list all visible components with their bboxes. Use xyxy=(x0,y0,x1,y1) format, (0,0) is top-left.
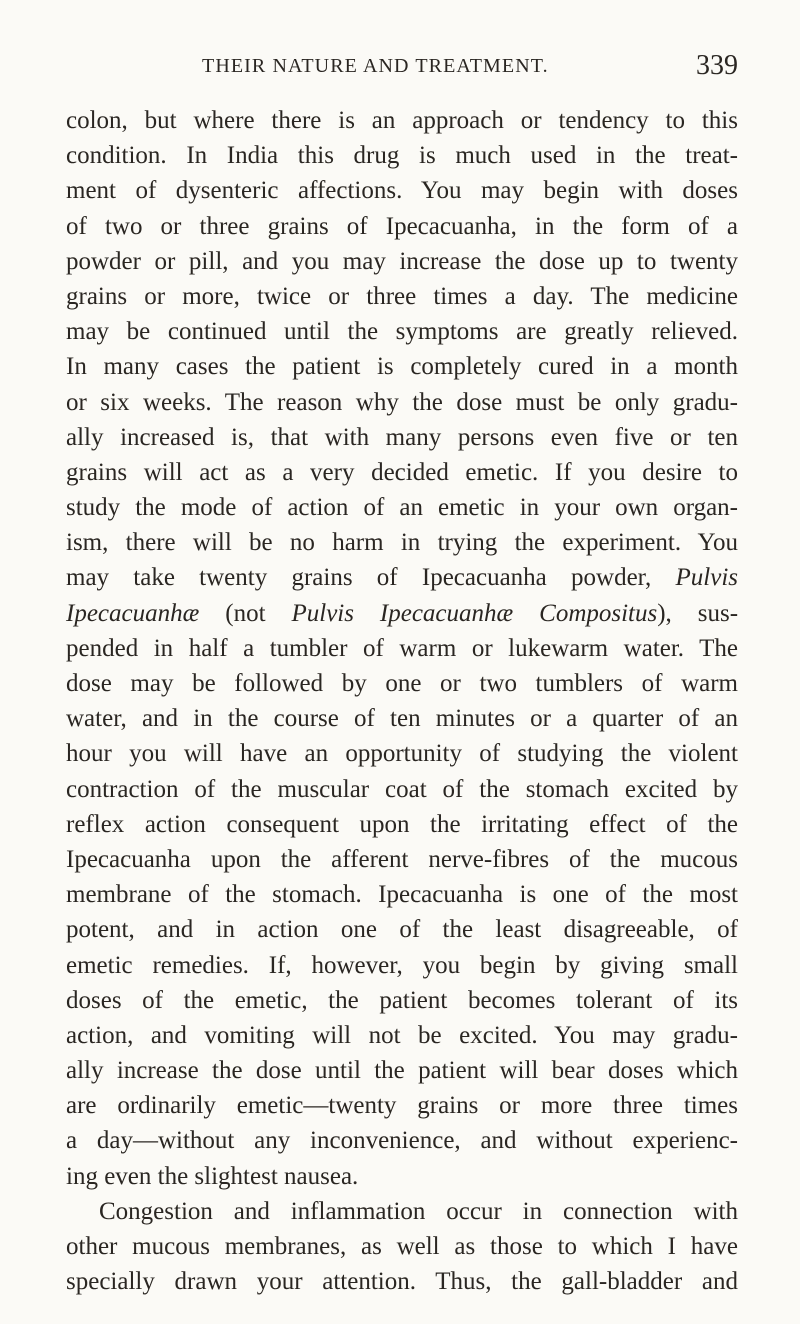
text-line: are ordinarily emetic—twenty grains or more three times xyxy=(66,1092,738,1120)
paragraph-start-line: Congestion and inflammation occur in connection with xyxy=(99,1197,738,1225)
text-line: condition. In India this drug is much used in the treat- xyxy=(66,142,738,170)
text-line: grains will act as a very decided emetic. If you desire to xyxy=(66,458,738,486)
text-line: a day—without any inconvenience, and without experienc- xyxy=(66,1127,738,1155)
text-segment: ), sus- xyxy=(657,599,739,627)
text-line: colon, but where there is an approach or tendency to this xyxy=(66,107,738,134)
text-line: doses of the emetic, the patient becomes tolerant of its xyxy=(66,986,738,1014)
running-head: THEIR NATURE AND TREATMENT. xyxy=(202,55,549,77)
text-line: grains or more, twice or three times a day. The medicine xyxy=(66,282,738,310)
text-line: water, and in the course of ten minutes or a quarter of an xyxy=(66,705,738,733)
text-line: Ipecacuanha upon the afferent nerve-fibres of the mucous xyxy=(66,845,738,873)
text-line-mixed xyxy=(66,596,738,631)
text-line: specially drawn your attention. Thus, the gall-bladder and xyxy=(66,1268,738,1296)
text-line: emetic remedies. If, however, you begin by giving small xyxy=(66,951,738,979)
text-line-mixed xyxy=(66,560,738,595)
text-line: ment of dysenteric affections. You may begin with doses xyxy=(66,177,738,205)
page-number: 339 xyxy=(696,50,738,81)
text-line: In many cases the patient is completely cured in a month xyxy=(66,353,738,381)
text-line: other mucous membranes, as well as those to which I have xyxy=(66,1233,738,1260)
text-line: hour you will have an opportunity of studying the violent xyxy=(66,740,738,768)
text-line: action, and vomiting will not be excited. You may gradu- xyxy=(66,1021,738,1049)
text-line: ally increase the dose until the patient will bear doses which xyxy=(66,1057,738,1085)
text-segment: may take twenty grains of Ipecacuanha powder, xyxy=(66,564,652,592)
page-header xyxy=(66,50,738,82)
text-segment: (not xyxy=(225,599,266,627)
text-line: ally increased is, that with many persons even five or ten xyxy=(66,423,738,451)
italic-term: Ipecacuanhæ xyxy=(66,599,200,627)
text-line: of two or three grains of Ipecacuanha, in the form of a xyxy=(66,212,738,240)
text-line: reflex action consequent upon the irritating effect of the xyxy=(66,810,738,838)
italic-term: Pulvis Ipecacuanhæ Compositus xyxy=(291,599,658,627)
text-line: may be continued until the symptoms are greatly relieved. xyxy=(66,318,738,346)
text-line: potent, and in action one of the least disagreeable, of xyxy=(66,916,738,944)
text-line: ing even the slightest nausea. xyxy=(66,1162,359,1190)
text-line: powder or pill, and you may increase the dose up to twenty xyxy=(66,247,738,275)
text-line: or six weeks. The reason why the dose must be only gradu- xyxy=(66,388,738,416)
text-line: contraction of the muscular coat of the stomach excited by xyxy=(66,775,738,803)
text-line: ism, there will be no harm in trying the experiment. You xyxy=(66,529,738,557)
italic-term: Pulvis xyxy=(675,564,738,592)
text-line: study the mode of action of an emetic in your own organ- xyxy=(66,494,738,522)
text-line: pended in half a tumbler of warm or lukewarm water. The xyxy=(66,634,738,662)
text-line: membrane of the stomach. Ipecacuanha is one of the most xyxy=(66,881,738,909)
body-text xyxy=(66,103,738,1299)
text-line: dose may be followed by one or two tumblers of warm xyxy=(66,670,738,697)
